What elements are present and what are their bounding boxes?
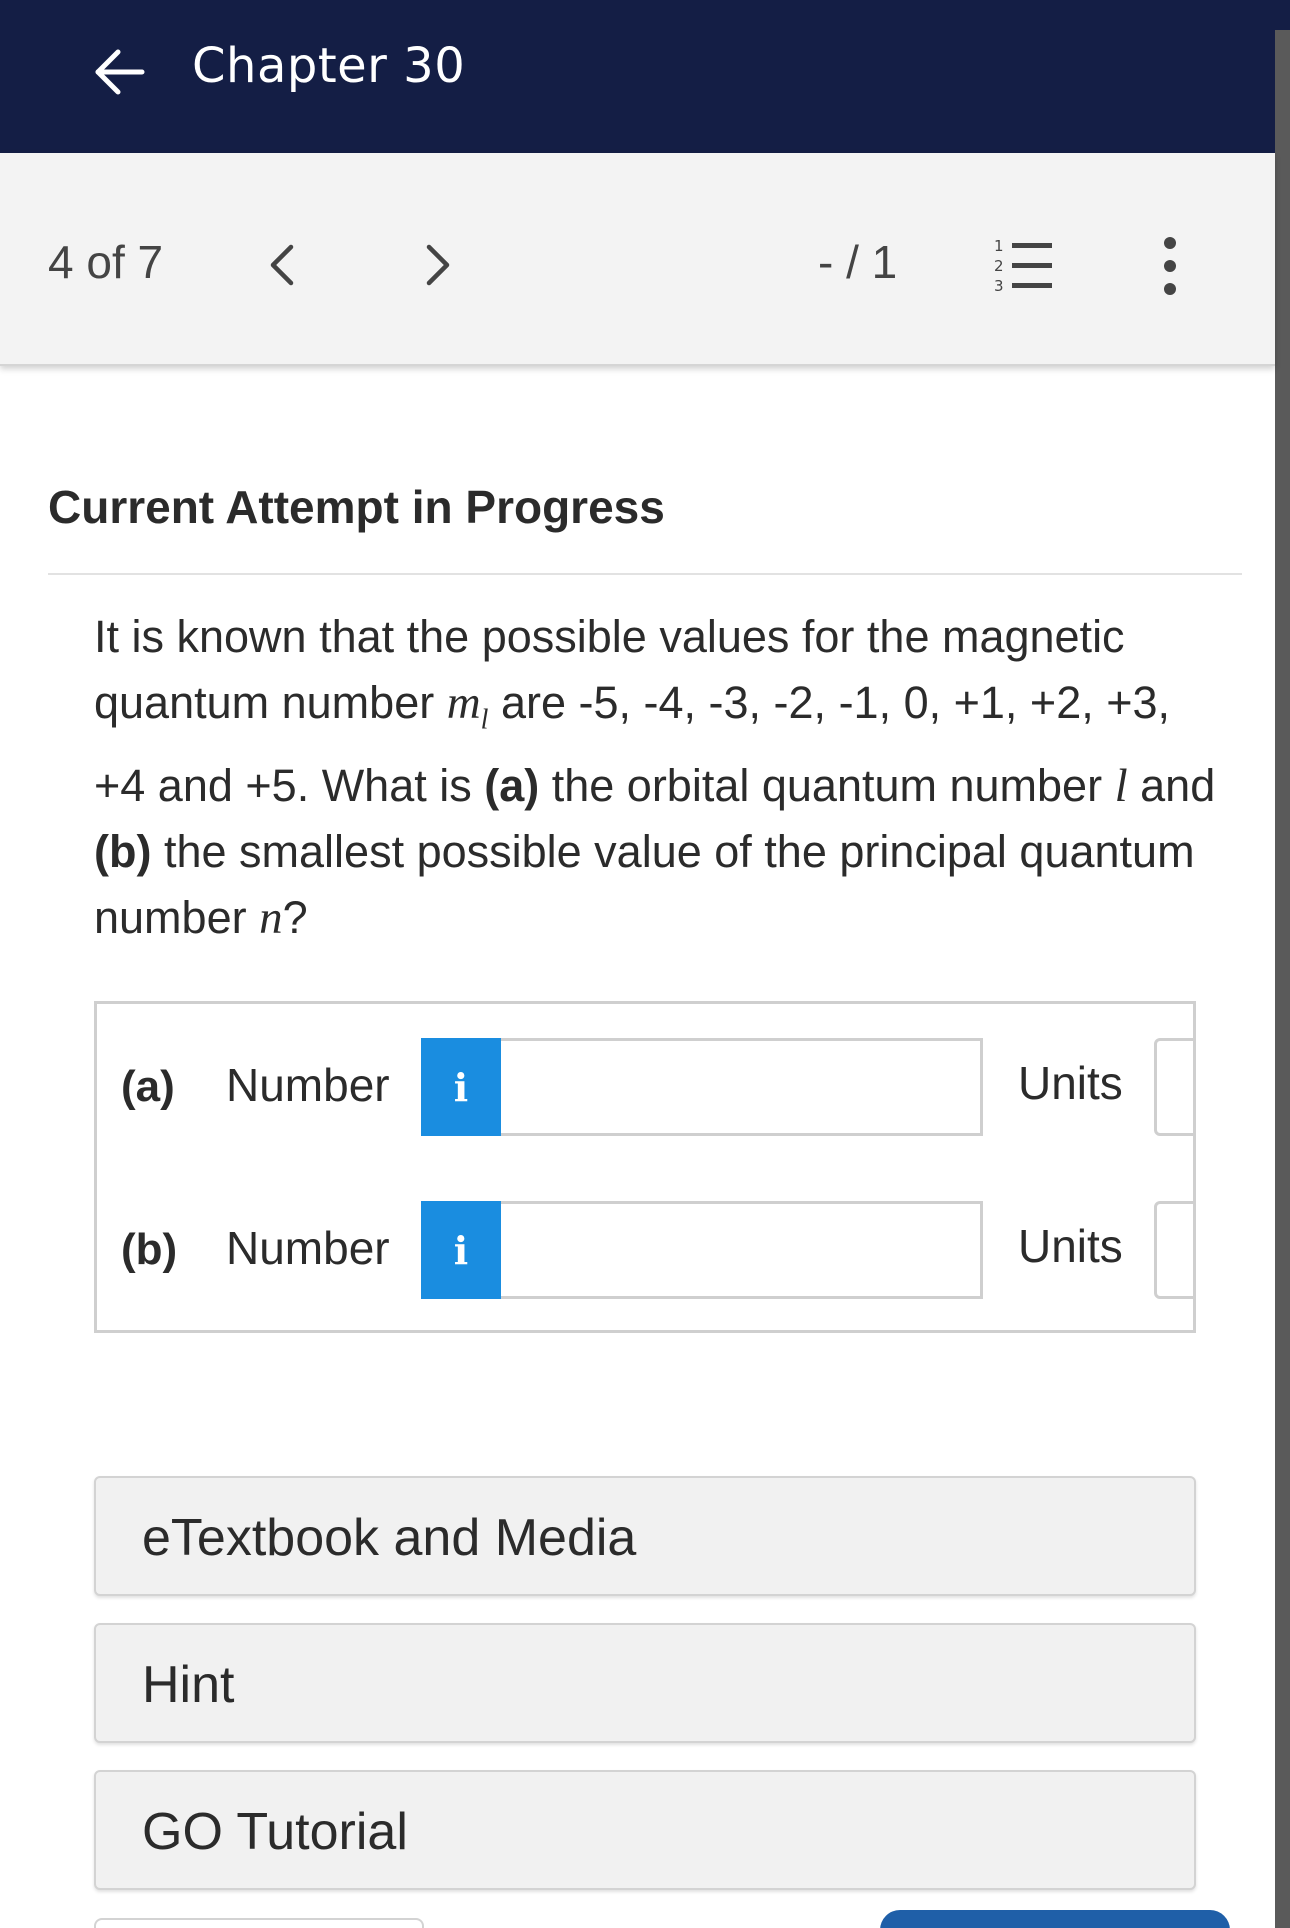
chevron-right-icon bbox=[423, 243, 453, 287]
number-input-b[interactable] bbox=[501, 1201, 983, 1299]
back-button[interactable] bbox=[88, 40, 152, 104]
chevron-left-icon bbox=[267, 243, 297, 287]
answer-row-b bbox=[97, 1201, 1196, 1299]
question-counter: 4 of 7 bbox=[48, 236, 164, 288]
svg-text:3: 3 bbox=[994, 277, 1004, 295]
units-select-a[interactable] bbox=[1154, 1038, 1196, 1136]
info-button[interactable] bbox=[421, 1038, 501, 1136]
secondary-action-button[interactable] bbox=[94, 1918, 424, 1928]
variable-m: $m_l$ bbox=[446, 677, 489, 736]
button-label: Hint bbox=[142, 1656, 235, 1714]
primary-action-button[interactable] bbox=[880, 1910, 1230, 1928]
answer-box bbox=[94, 1001, 1196, 1333]
next-question-button[interactable] bbox=[410, 233, 466, 297]
info-icon: i bbox=[453, 1227, 469, 1273]
info-button[interactable] bbox=[421, 1201, 501, 1299]
number-input-a[interactable] bbox=[501, 1038, 983, 1136]
numbered-list-icon bbox=[990, 233, 1056, 297]
info-icon: i bbox=[453, 1064, 469, 1110]
score-display: - / 1 bbox=[818, 236, 898, 288]
more-options-button[interactable] bbox=[1150, 231, 1190, 301]
part-label: (b) bbox=[121, 1225, 178, 1274]
svg-text:2: 2 bbox=[994, 257, 1004, 275]
number-label: Number bbox=[226, 1222, 390, 1274]
more-vertical-icon bbox=[1150, 231, 1190, 301]
arrow-left-icon bbox=[92, 44, 148, 100]
attempt-heading: Current Attempt in Progress bbox=[48, 481, 665, 533]
answer-row-a bbox=[97, 1038, 1196, 1136]
button-label: GO Tutorial bbox=[142, 1803, 408, 1861]
previous-question-button[interactable] bbox=[254, 233, 310, 297]
svg-text:1: 1 bbox=[994, 237, 1004, 255]
scrollbar[interactable] bbox=[1275, 30, 1290, 1928]
question-text: It is known that the possible values for the magnetic quantum number $m_l$ are -5, -4, -3, -2, -1, 0, +1, +2, +3, +4 and +5. What is (a) the orbital quantum number l and (b) the smallest possible value of the principal quantum number n? bbox=[94, 611, 1216, 945]
units-select-b[interactable] bbox=[1154, 1201, 1196, 1299]
number-label: Number bbox=[226, 1059, 390, 1111]
part-label: (a) bbox=[121, 1062, 175, 1111]
etextbook-media-button[interactable] bbox=[94, 1476, 1196, 1596]
divider bbox=[48, 573, 1242, 575]
units-label: Units bbox=[1018, 1057, 1123, 1109]
button-label: eTextbook and Media bbox=[142, 1509, 637, 1567]
variable-l: l bbox=[1114, 760, 1128, 813]
question-list-button[interactable] bbox=[990, 233, 1056, 297]
units-label: Units bbox=[1018, 1220, 1123, 1272]
variable-n: n bbox=[259, 892, 283, 945]
chapter-title: Chapter 30 bbox=[192, 38, 466, 94]
hint-button[interactable] bbox=[94, 1623, 1196, 1743]
go-tutorial-button[interactable] bbox=[94, 1770, 1196, 1890]
app-bar bbox=[0, 0, 1290, 153]
question-toolbar bbox=[0, 153, 1275, 366]
